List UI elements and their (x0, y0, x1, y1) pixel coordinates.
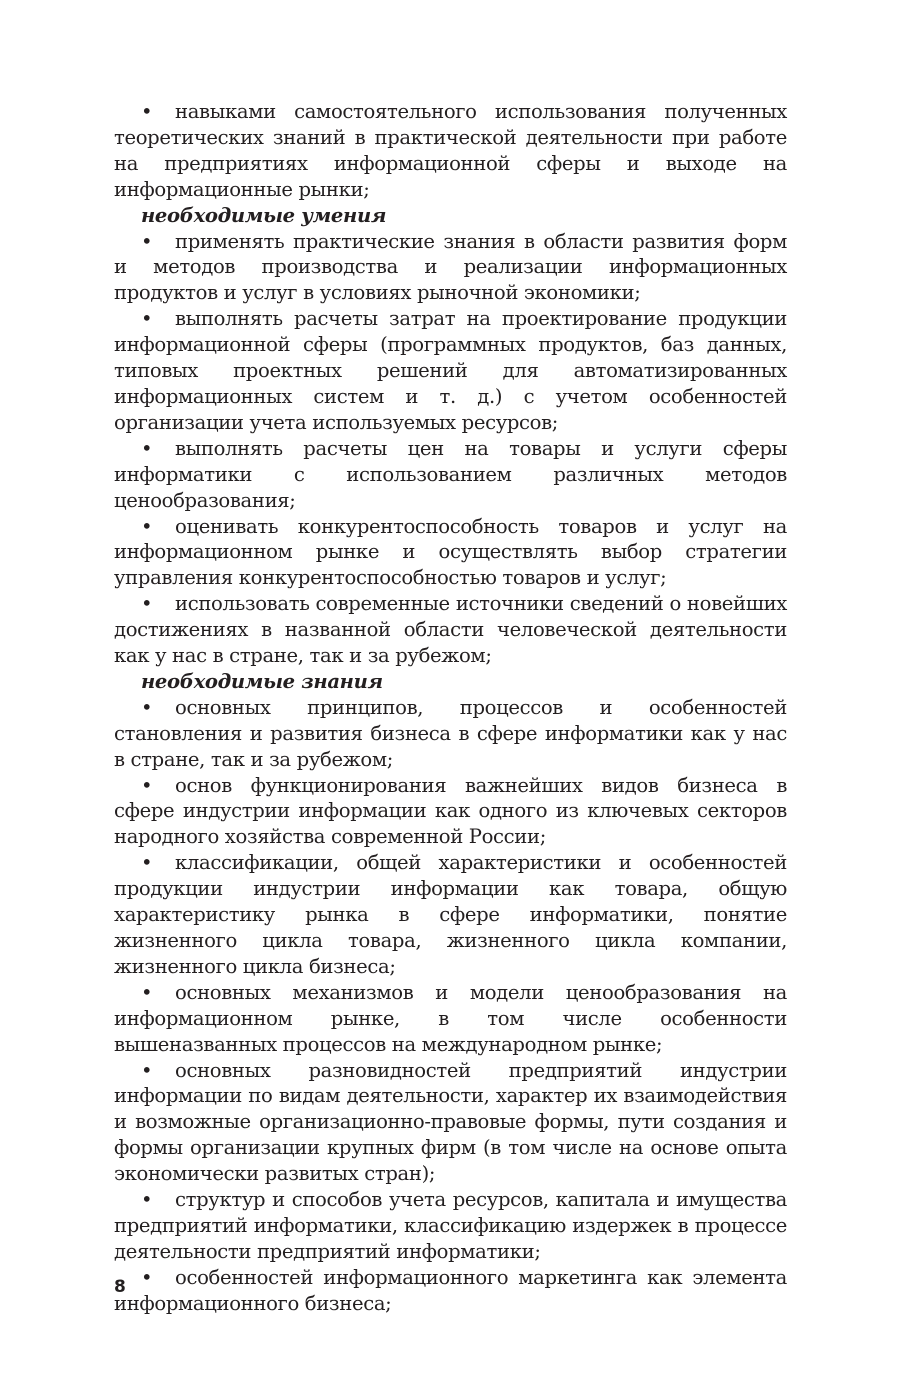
bullet-icon: • (141, 1188, 153, 1212)
item-text: основ функционирования важнейших видов бизнеса в сфере индустрии информации как одного из ключевых секторов народного хозяйства современной России; (114, 773, 787, 849)
item-text: структур и способов учета ресурсов, капитала и имущества предприятий информатики, классификацию издержек в процессе деятельности предприятий информатики; (114, 1188, 787, 1263)
list-item (114, 1265, 787, 1317)
list-item (114, 850, 787, 980)
bullet-icon: • (141, 1265, 153, 1289)
bullet-icon: • (141, 229, 153, 253)
list-item (114, 980, 787, 1058)
bullet-icon: • (141, 980, 153, 1004)
bullet-icon: • (141, 1058, 153, 1082)
list-item (114, 591, 787, 669)
list-item (114, 229, 787, 307)
bullet-icon: • (141, 695, 153, 719)
bullet-icon: • (141, 307, 153, 331)
item-text: основных разновидностей предприятий индустрии информации по видам деятельности, характер их взаимодействия и возможные организационно-правовые формы, пути создания и формы организации крупных фирм (в том числе на основе опыта экономически развитых стран); (114, 1058, 787, 1186)
bullet-icon: • (141, 851, 153, 875)
item-text: оценивать конкурентоспособность товаров и услуг на информационном рынке и осуществлять выбор стратегии управления конкурентоспособностью товаров и услуг; (114, 514, 787, 590)
item-text: выполнять расчеты затрат на проектирование продукции информационной сферы (программных продуктов, баз данных, типовых проектных решений для автоматизированных информационных систем и т. д.) с учетом особенностей организации учета используемых ресурсов; (114, 307, 787, 434)
page-number: 8 (114, 1277, 126, 1297)
section-heading-knowledge: необходимые знания (141, 669, 383, 693)
list-item (114, 436, 787, 514)
list-item (114, 773, 787, 851)
list-item (114, 99, 787, 203)
item-text: использовать современные источники сведений о новейших достижениях в названной области человеческой деятельности как у нас в стране, так и за рубежом; (114, 592, 787, 668)
list-item (114, 695, 787, 773)
list-item (114, 306, 787, 436)
bullet-icon: • (141, 100, 153, 123)
item-text: применять практические знания в области развития форм и методов производства и реализации информационных продуктов и услуг в условиях рыночной экономики; (114, 229, 787, 305)
list-item (114, 1187, 787, 1265)
page-body (114, 99, 787, 1317)
bullet-icon: • (141, 773, 153, 797)
bullet-icon: • (141, 436, 153, 460)
item-text: особенностей информационного маркетинга как элемента информационного бизнеса; (114, 1265, 787, 1315)
list-item (114, 1058, 787, 1188)
item-text: классификации, общей характеристики и особенностей продукции индустрии информации как товара, общую характеристику рынка в сфере информатики, понятие жизненного цикла товара, жизненного цикла компании, жизненного цикла бизнеса; (114, 851, 787, 978)
item-text: основных принципов, процессов и особенностей становления и развития бизнеса в сфере информатики как у нас в стране, так и за рубежом; (114, 695, 787, 771)
list-item (114, 514, 787, 592)
bullet-icon: • (141, 592, 153, 616)
section-heading-skills: необходимые умения (141, 203, 387, 227)
item-text: основных механизмов и модели ценообразования на информационном рынке, в том числе особенности вышеназванных процессов на международном рынке; (114, 980, 787, 1056)
bullet-icon: • (141, 514, 153, 538)
item-text: навыками самостоятельного использования полученных теоретических знаний в практической деятельности при работе на предприятиях информационной сферы и выходе на информационные рынки; (114, 100, 787, 201)
item-text: выполнять расчеты цен на товары и услуги сферы информатики с использованием различных методов ценообразования; (114, 436, 787, 512)
